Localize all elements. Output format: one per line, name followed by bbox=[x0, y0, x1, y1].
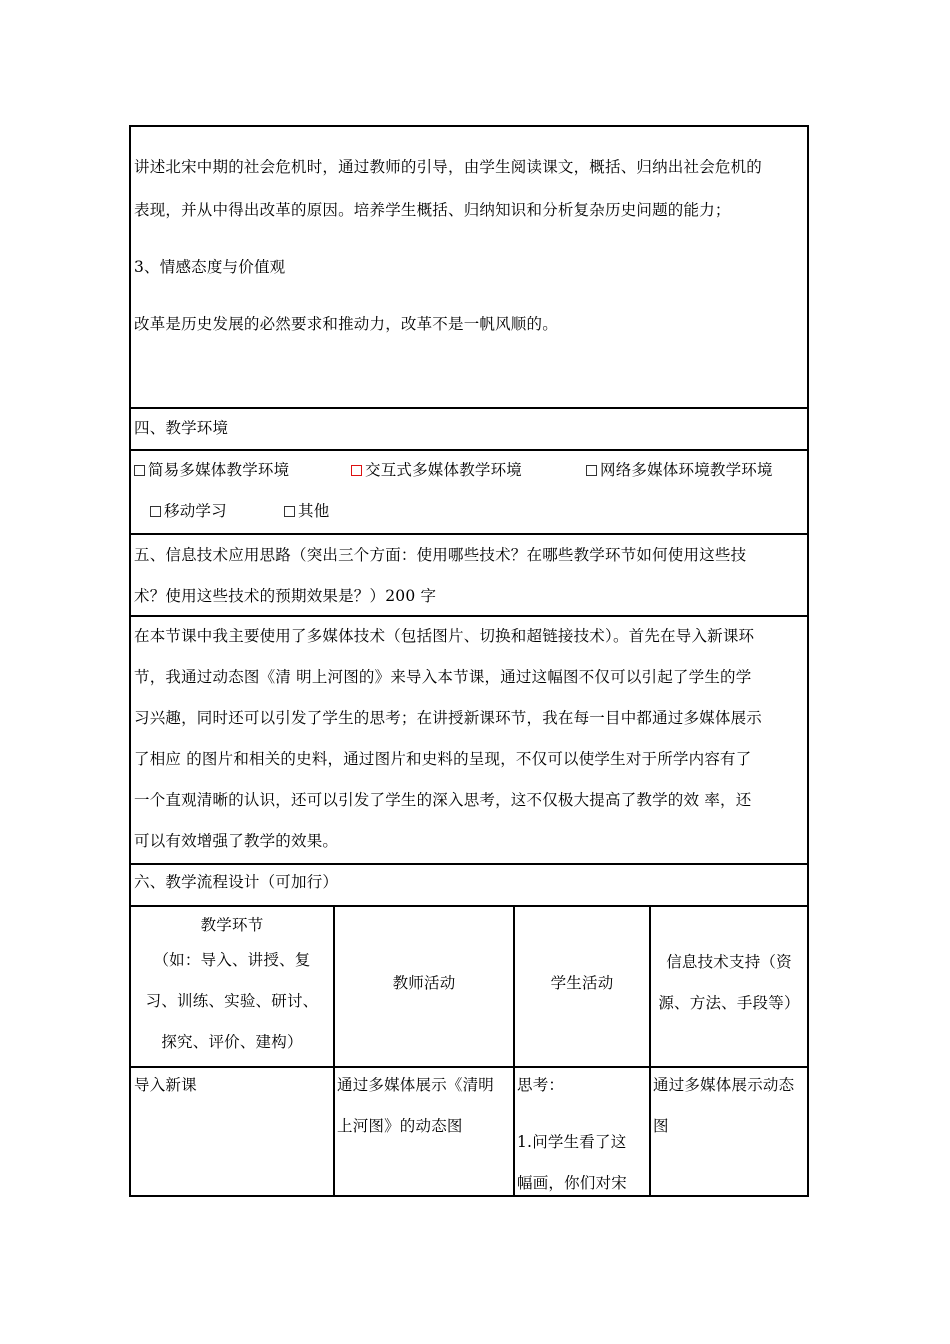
header-it-support-line: 源、方法、手段等） bbox=[658, 994, 800, 1012]
emotion-heading: 3、情感态度与价值观 bbox=[134, 258, 286, 276]
tech-body-row bbox=[131, 617, 807, 865]
header-stage-line: 教学环节 bbox=[200, 916, 264, 934]
flow-row-intro bbox=[131, 1068, 807, 1195]
tech-title-line-1: 五、信息技术应用思路（突出三个方面：使用哪些技术？在哪些教学环节如何使用这些技 bbox=[134, 546, 747, 564]
objectives-line-1: 讲述北宋中期的社会危机时，通过教师的引导，由学生阅读课文，概括、归纳出社会危机的 bbox=[134, 158, 763, 176]
header-teacher: 教师活动 bbox=[392, 974, 456, 992]
objectives-line-2: 表现，并从中得出改革的原因。培养学生概括、归纳知识和分析复杂历史问题的能力； bbox=[134, 201, 731, 219]
env-options-row bbox=[131, 451, 807, 535]
env-title-row bbox=[131, 409, 807, 451]
objectives-line-3: 改革是历史发展的必然要求和推动力，改革不是一帆风顺的。 bbox=[134, 315, 558, 333]
header-stage-line: 习、训练、实验、研讨、 bbox=[145, 992, 319, 1010]
tech-body-line: 节，我通过动态图《清 明上河图的》来导入本节课，通过这幅图不仅可以引起了学生的学 bbox=[134, 668, 752, 686]
column-divider bbox=[649, 907, 651, 1066]
tech-body-line: 习兴趣，同时还可以引发了学生的思考；在讲授新课环节，我在每一目中都通过多媒体展示 bbox=[134, 709, 763, 727]
checkbox-icon[interactable] bbox=[284, 506, 295, 517]
tech-body-line: 可以有效增强了教学的效果。 bbox=[134, 832, 339, 850]
tech-body-line: 一个直观清晰的认识，还可以引发了学生的深入思考，这不仅极大提高了教学的效 率，还 bbox=[134, 791, 752, 809]
header-stage-line: （如：导入、讲授、复 bbox=[153, 951, 311, 969]
row-student-line: 思考： bbox=[517, 1076, 565, 1094]
column-divider bbox=[333, 1068, 335, 1195]
env-title: 四、教学环境 bbox=[134, 419, 229, 437]
column-divider bbox=[649, 1068, 651, 1195]
header-student: 学生活动 bbox=[550, 974, 614, 992]
tech-body-line: 了相应 的图片和相关的史料，通过图片和史料的呈现，不仅可以使学生对于所学内容有了 bbox=[134, 750, 752, 768]
env-option-mobile: 移动学习 bbox=[150, 499, 227, 521]
env-option-network: 网络多媒体环境教学环境 bbox=[586, 458, 773, 480]
tech-title-line-2: 术？使用这些技术的预期效果是？）200 字 bbox=[134, 587, 437, 605]
header-stage-line: 探究、评价、建构） bbox=[161, 1033, 303, 1051]
env-option-interactive: 交互式多媒体教学环境 bbox=[351, 458, 522, 480]
row-stage: 导入新课 bbox=[134, 1076, 197, 1094]
checkbox-icon[interactable] bbox=[351, 465, 362, 476]
row-student-line: 幅画，你们对宋 bbox=[517, 1174, 627, 1192]
env-option-other: 其他 bbox=[284, 499, 329, 521]
row-it-line: 图 bbox=[653, 1117, 669, 1135]
header-it-support-line: 信息技术支持（资 bbox=[666, 953, 792, 971]
column-divider bbox=[513, 1068, 515, 1195]
objectives-row bbox=[131, 127, 807, 409]
row-teacher-line: 通过多媒体展示《清明 bbox=[337, 1076, 495, 1094]
tech-title-row bbox=[131, 535, 807, 617]
env-option-simple: 简易多媒体教学环境 bbox=[134, 458, 289, 480]
checkbox-icon[interactable] bbox=[150, 506, 161, 517]
flow-title-row bbox=[131, 865, 807, 907]
flow-title: 六、教学流程设计（可加行） bbox=[134, 873, 339, 891]
checkbox-icon[interactable] bbox=[586, 465, 597, 476]
row-teacher-line: 上河图》的动态图 bbox=[337, 1117, 463, 1135]
checkbox-icon[interactable] bbox=[134, 465, 145, 476]
row-student-line: 1.问学生看了这 bbox=[517, 1133, 627, 1151]
row-it-line: 通过多媒体展示动态 bbox=[653, 1076, 795, 1094]
lesson-plan-table bbox=[129, 125, 809, 1197]
tech-body-line: 在本节课中我主要使用了多媒体技术（包括图片、切换和超链接技术）。首先在导入新课环 bbox=[134, 627, 755, 645]
flow-header-row bbox=[131, 907, 807, 1068]
